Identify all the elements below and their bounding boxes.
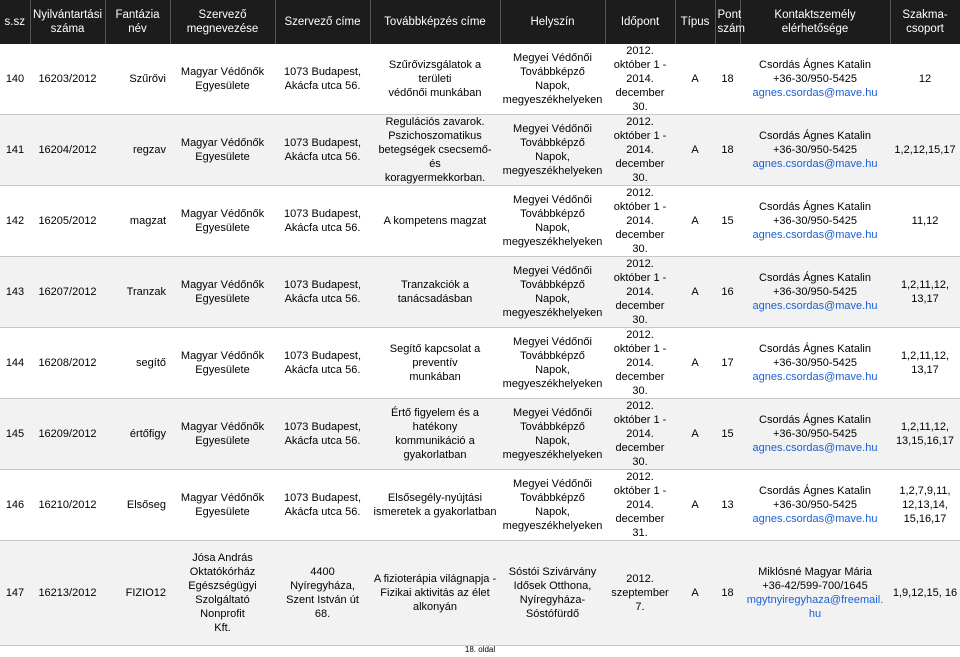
cell-szakmacsoport: 1,2,7,9,11, 12,13,14, 15,16,17 (890, 470, 960, 541)
col-header-helyszin: Helyszín (500, 0, 605, 44)
cell-szervezo-cime: 1073 Budapest, Akácfa utca 56. (275, 44, 370, 115)
cell-sz: 145 (0, 399, 30, 470)
cell-pontszam: 15 (715, 399, 740, 470)
cell-szervezo-cime: 1073 Budapest, Akácfa utca 56. (275, 186, 370, 257)
cell-fantazia-nev: Elsőseg (105, 470, 170, 541)
col-header-szakmacsoport: Szakma- csoport (890, 0, 960, 44)
cell-szakmacsoport: 1,2,11,12, 13,15,16,17 (890, 399, 960, 470)
contact-name: Csordás Ágnes Katalin (759, 201, 871, 213)
cell-kontakt (740, 399, 890, 470)
contact-email-link[interactable]: agnes.csordas@mave.hu (752, 371, 878, 383)
cell-sz: 140 (0, 44, 30, 115)
cell-szakmacsoport: 11,12 (890, 186, 960, 257)
col-header-nyilvantartasi-szam: Nyilvántartási száma (30, 0, 105, 44)
cell-fantazia-nev: FIZIO12 (105, 541, 170, 646)
cell-sz: 144 (0, 328, 30, 399)
contact-name: Csordás Ágnes Katalin (759, 485, 871, 497)
cell-nyilvantartasi-szam: 16207/2012 (30, 257, 105, 328)
col-header-pontszam: Pont szám (715, 0, 740, 44)
cell-idopont: 2012. szeptember 7. (605, 541, 675, 646)
contact-email-link[interactable]: mgytnyiregyhaza@freemail. hu (746, 594, 884, 620)
cell-pontszam: 13 (715, 470, 740, 541)
header-row (0, 0, 960, 44)
cell-szervezo: Magyar Védőnők Egyesülete (170, 115, 275, 186)
cell-sz: 147 (0, 541, 30, 646)
cell-idopont: 2012. október 1 - 2014. december 30. (605, 399, 675, 470)
cell-pontszam: 17 (715, 328, 740, 399)
cell-helyszin: Megyei Védőnői Továbbképző Napok, megyeszékhelyeken (500, 257, 605, 328)
cell-kontakt (740, 257, 890, 328)
cell-szakmacsoport: 1,2,11,12, 13,17 (890, 257, 960, 328)
cell-szervezo-cime: 1073 Budapest, Akácfa utca 56. (275, 399, 370, 470)
cell-helyszin: Megyei Védőnői Továbbképző Napok, megyeszékhelyeken (500, 328, 605, 399)
col-header-kontaktszemely: Kontaktszemély elérhetősége (740, 0, 890, 44)
contact-phone: +36-30/950-5425 (772, 499, 858, 511)
cell-kontakt (740, 44, 890, 115)
contact-email-link[interactable]: agnes.csordas@mave.hu (752, 442, 878, 454)
cell-idopont: 2012. október 1 - 2014. december 30. (605, 257, 675, 328)
cell-kontakt (740, 328, 890, 399)
cell-tovabbkepzes-cime: A fizioterápia világnapja - Fizikai aktivitás az élet alkonyán (370, 541, 500, 646)
cell-sz: 146 (0, 470, 30, 541)
cell-szervezo: Magyar Védőnők Egyesülete (170, 470, 275, 541)
page-number: 18. oldal (464, 645, 496, 654)
cell-fantazia-nev: segítő (105, 328, 170, 399)
cell-pontszam: 18 (715, 44, 740, 115)
cell-idopont: 2012. október 1 - 2014. december 30. (605, 115, 675, 186)
cell-nyilvantartasi-szam: 16204/2012 (30, 115, 105, 186)
cell-pontszam: 16 (715, 257, 740, 328)
cell-idopont: 2012. október 1 - 2014. december 30. (605, 186, 675, 257)
cell-szervezo-cime: 4400 Nyíregyháza, Szent István út 68. (275, 541, 370, 646)
cell-szervezo-cime: 1073 Budapest, Akácfa utca 56. (275, 328, 370, 399)
cell-tipus: A (675, 186, 715, 257)
cell-helyszin: Megyei Védőnői Továbbképző Napok, megyeszékhelyeken (500, 399, 605, 470)
cell-szakmacsoport: 1,2,12,15,17 (890, 115, 960, 186)
table-row (0, 44, 960, 115)
table-row (0, 257, 960, 328)
cell-sz: 142 (0, 186, 30, 257)
cell-tipus: A (675, 541, 715, 646)
cell-pontszam: 18 (715, 541, 740, 646)
cell-szakmacsoport: 12 (890, 44, 960, 115)
table-row (0, 328, 960, 399)
contact-phone: +36-30/950-5425 (772, 215, 858, 227)
cell-szervezo-cime: 1073 Budapest, Akácfa utca 56. (275, 115, 370, 186)
table-row (0, 186, 960, 257)
cell-tovabbkepzes-cime: Értő figyelem és a hatékony kommunikáció a gyakorlatban (370, 399, 500, 470)
table-row (0, 541, 960, 646)
cell-helyszin: Megyei Védőnői Továbbképző Napok, megyeszékhelyeken (500, 115, 605, 186)
col-header-szervezo-cime: Szervező címe (275, 0, 370, 44)
cell-szervezo: Magyar Védőnők Egyesülete (170, 399, 275, 470)
cell-tovabbkepzes-cime: Szűrővizsgálatok a területi védőnői munkában (370, 44, 500, 115)
cell-kontakt (740, 470, 890, 541)
cell-kontakt (740, 186, 890, 257)
cell-tipus: A (675, 470, 715, 541)
cell-tipus: A (675, 115, 715, 186)
cell-fantazia-nev: regzav (105, 115, 170, 186)
contact-phone: +36-42/599-700/1645 (762, 580, 868, 592)
cell-szervezo-cime: 1073 Budapest, Akácfa utca 56. (275, 470, 370, 541)
table-row (0, 115, 960, 186)
cell-helyszin: Sóstói Szivárvány Idősek Otthona, Nyíregyháza- Sóstófürdő (500, 541, 605, 646)
cell-sz: 141 (0, 115, 30, 186)
contact-email-link[interactable]: agnes.csordas@mave.hu (752, 513, 878, 525)
cell-kontakt (740, 541, 890, 646)
cell-nyilvantartasi-szam: 16203/2012 (30, 44, 105, 115)
cell-szervezo: Magyar Védőnők Egyesülete (170, 328, 275, 399)
cell-nyilvantartasi-szam: 16209/2012 (30, 399, 105, 470)
cell-helyszin: Megyei Védőnői Továbbképző Napok, megyeszékhelyeken (500, 186, 605, 257)
cell-fantazia-nev: Tranzak (105, 257, 170, 328)
cell-tovabbkepzes-cime: A kompetens magzat (370, 186, 500, 257)
cell-tipus: A (675, 328, 715, 399)
cell-tipus: A (675, 399, 715, 470)
cell-fantazia-nev: magzat (105, 186, 170, 257)
cell-szervezo: Magyar Védőnők Egyesülete (170, 44, 275, 115)
cell-idopont: 2012. október 1 - 2014. december 31. (605, 470, 675, 541)
cell-szervezo: Magyar Védőnők Egyesülete (170, 186, 275, 257)
contact-email-link[interactable]: agnes.csordas@mave.hu (752, 300, 878, 312)
col-header-tipus: Típus (675, 0, 715, 44)
contact-phone: +36-30/950-5425 (772, 428, 858, 440)
cell-szervezo: Magyar Védőnők Egyesülete (170, 257, 275, 328)
col-header-idopont: Időpont (605, 0, 675, 44)
cell-tipus: A (675, 44, 715, 115)
contact-name: Csordás Ágnes Katalin (759, 272, 871, 284)
cell-idopont: 2012. október 1 - 2014. december 30. (605, 44, 675, 115)
table-row (0, 470, 960, 541)
contact-email-link[interactable]: agnes.csordas@mave.hu (752, 229, 878, 241)
cell-tovabbkepzes-cime: Regulációs zavarok. Pszichoszomatikus betegségek csecsemő- és koragyermekkorban. (370, 115, 500, 186)
col-header-sz: s.sz (0, 0, 30, 44)
cell-sz: 143 (0, 257, 30, 328)
contact-phone: +36-30/950-5425 (772, 286, 858, 298)
contact-name: Csordás Ágnes Katalin (759, 414, 871, 426)
cell-tovabbkepzes-cime: Segítő kapcsolat a preventív munkában (370, 328, 500, 399)
contact-name: Csordás Ágnes Katalin (759, 130, 871, 142)
cell-szervezo-cime: 1073 Budapest, Akácfa utca 56. (275, 257, 370, 328)
cell-nyilvantartasi-szam: 16210/2012 (30, 470, 105, 541)
cell-nyilvantartasi-szam: 16208/2012 (30, 328, 105, 399)
cell-kontakt (740, 115, 890, 186)
cell-pontszam: 18 (715, 115, 740, 186)
cell-idopont: 2012. október 1 - 2014. december 30. (605, 328, 675, 399)
cell-fantazia-nev: értőfigy (105, 399, 170, 470)
cell-tipus: A (675, 257, 715, 328)
contact-name: Csordás Ágnes Katalin (759, 59, 871, 71)
cell-fantazia-nev: Szűrővi (105, 44, 170, 115)
cell-nyilvantartasi-szam: 16213/2012 (30, 541, 105, 646)
table-row (0, 399, 960, 470)
cell-pontszam: 15 (715, 186, 740, 257)
col-header-tovabbkepzes-cime: Továbbképzés címe (370, 0, 500, 44)
col-header-szervezo: Szervező megnevezése (170, 0, 275, 44)
contact-phone: +36-30/950-5425 (772, 144, 858, 156)
cell-tovabbkepzes-cime: Tranzakciók a tanácsadásban (370, 257, 500, 328)
contact-name: Miklósné Magyar Mária (758, 566, 872, 578)
contact-phone: +36-30/950-5425 (772, 357, 858, 369)
cell-nyilvantartasi-szam: 16205/2012 (30, 186, 105, 257)
col-header-fantazia-nev: Fantázia név (105, 0, 170, 44)
cell-tovabbkepzes-cime: Elsősegély-nyújtási ismeretek a gyakorlatban (370, 470, 500, 541)
cell-szakmacsoport: 1,9,12,15, 16 (890, 541, 960, 646)
contact-name: Csordás Ágnes Katalin (759, 343, 871, 355)
contact-email-link[interactable]: agnes.csordas@mave.hu (752, 87, 878, 99)
cell-szervezo: Jósa András Oktatókórház Egészségügyi Szolgáltató Nonprofit Kft. (170, 541, 275, 646)
contact-email-link[interactable]: agnes.csordas@mave.hu (752, 158, 878, 170)
cell-szakmacsoport: 1,2,11,12, 13,17 (890, 328, 960, 399)
cell-helyszin: Megyei Védőnői Továbbképző Napok, megyeszékhelyeken (500, 44, 605, 115)
contact-phone: +36-30/950-5425 (772, 73, 858, 85)
cell-helyszin: Megyei Védőnői Továbbképző Napok, megyeszékhelyeken (500, 470, 605, 541)
